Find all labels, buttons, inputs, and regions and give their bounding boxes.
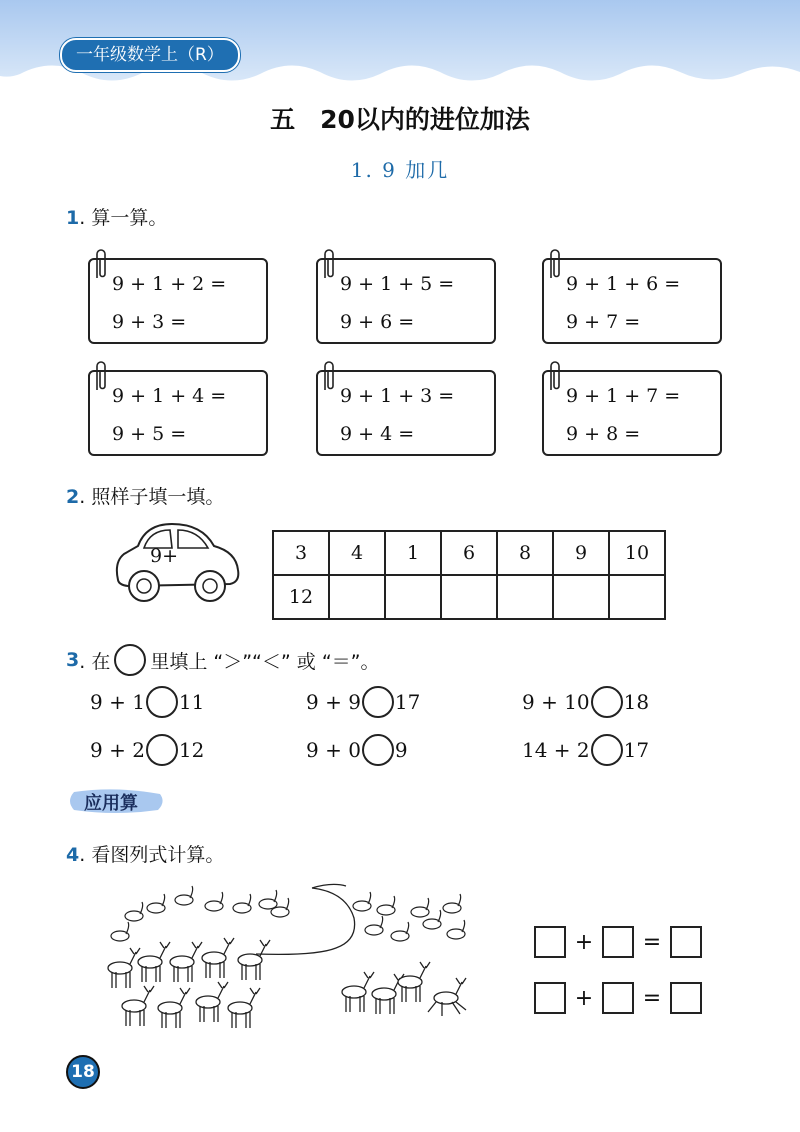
compare-left: 9 + 9	[306, 690, 361, 714]
card-line: 9 + 6 =	[340, 311, 415, 333]
question-number: 4	[66, 844, 80, 866]
paperclip-icon	[546, 248, 564, 282]
grade-badge: 一年级数学上（R）	[60, 38, 240, 72]
card-line: 9 + 8 =	[566, 423, 641, 445]
answer-box[interactable]	[534, 926, 566, 958]
answer-cell[interactable]	[385, 575, 441, 619]
car-label: 9+	[150, 545, 179, 567]
question-number: 1	[66, 207, 80, 229]
question-3-heading	[66, 644, 380, 676]
section-label: 应用算	[84, 793, 138, 814]
answer-cell[interactable]	[441, 575, 497, 619]
answer-circle[interactable]	[362, 734, 394, 766]
compare-item	[306, 686, 420, 718]
compare-right: 12	[178, 738, 205, 762]
answer-circle[interactable]	[146, 686, 178, 718]
answer-box[interactable]	[670, 926, 702, 958]
answer-cell[interactable]	[609, 575, 665, 619]
question-number: 3	[66, 649, 80, 671]
card-line: 9 + 1 + 5 =	[340, 273, 455, 295]
paperclip-icon	[546, 360, 564, 394]
answer-cell[interactable]	[497, 575, 553, 619]
question-1-heading	[66, 203, 167, 230]
table-cell: 8	[497, 531, 553, 575]
compare-left: 9 + 1	[90, 690, 145, 714]
table-cell: 12	[273, 575, 329, 619]
circle-icon	[114, 644, 146, 676]
paperclip-icon	[92, 248, 110, 282]
question-4-heading	[66, 840, 224, 867]
compare-item	[90, 734, 204, 766]
paperclip-icon	[320, 248, 338, 282]
paperclip-icon	[320, 360, 338, 394]
card-line: 9 + 1 + 6 =	[566, 273, 681, 295]
plus-sign: +	[574, 929, 594, 955]
question-text: . 在	[79, 650, 111, 673]
exercise-card	[542, 370, 722, 456]
car-illustration	[110, 518, 242, 608]
compare-right: 9	[394, 738, 408, 762]
equals-sign: =	[642, 929, 662, 955]
page-number: 18	[66, 1055, 100, 1089]
table-cell: 3	[273, 531, 329, 575]
answer-cell[interactable]	[553, 575, 609, 619]
answer-circle[interactable]	[591, 734, 623, 766]
exercise-card	[316, 258, 496, 344]
compare-left: 9 + 2	[90, 738, 145, 762]
answer-circle[interactable]	[591, 686, 623, 718]
card-line: 9 + 1 + 3 =	[340, 385, 455, 407]
plus-sign: +	[574, 985, 594, 1011]
card-line: 9 + 4 =	[340, 423, 415, 445]
question-2-heading	[66, 482, 224, 509]
fill-in-table	[272, 530, 666, 620]
card-line: 9 + 1 + 4 =	[112, 385, 227, 407]
exercise-card	[88, 370, 268, 456]
answer-box[interactable]	[602, 926, 634, 958]
answer-box[interactable]	[602, 982, 634, 1014]
question-text: 里填上 “＞”“＜” 或 “＝”。	[150, 650, 380, 673]
compare-right: 17	[394, 690, 421, 714]
compare-item	[522, 734, 649, 766]
card-line: 9 + 3 =	[112, 311, 187, 333]
equation-row	[534, 982, 702, 1014]
table-row	[273, 531, 665, 575]
card-line: 9 + 7 =	[566, 311, 641, 333]
exercise-card	[542, 258, 722, 344]
answer-circle[interactable]	[362, 686, 394, 718]
table-cell: 4	[329, 531, 385, 575]
lesson-subtitle: 1. 9 加几	[350, 158, 450, 182]
answer-cell[interactable]	[329, 575, 385, 619]
question-number: 2	[66, 486, 80, 508]
compare-right: 18	[623, 690, 650, 714]
equation-row	[534, 926, 702, 958]
compare-item	[522, 686, 649, 718]
exercise-card	[88, 258, 268, 344]
page-title: 五 20以内的进位加法	[270, 105, 530, 134]
table-cell: 9	[553, 531, 609, 575]
compare-left: 9 + 0	[306, 738, 361, 762]
compare-item	[90, 686, 204, 718]
table-row	[273, 575, 665, 619]
question-text: . 照样子填一填。	[79, 486, 225, 508]
exercise-card	[316, 370, 496, 456]
card-line: 9 + 5 =	[112, 423, 187, 445]
table-cell: 10	[609, 531, 665, 575]
table-cell: 6	[441, 531, 497, 575]
compare-left: 9 + 10	[522, 690, 590, 714]
answer-box[interactable]	[670, 982, 702, 1014]
compare-right: 17	[623, 738, 650, 762]
card-line: 9 + 1 + 2 =	[112, 273, 227, 295]
paperclip-icon	[92, 360, 110, 394]
answer-box[interactable]	[534, 982, 566, 1014]
question-text: . 看图列式计算。	[79, 844, 225, 866]
compare-item	[306, 734, 408, 766]
compare-left: 14 + 2	[522, 738, 590, 762]
geese-and-deer-illustration	[96, 878, 486, 1048]
equals-sign: =	[642, 985, 662, 1011]
table-cell: 1	[385, 531, 441, 575]
compare-right: 11	[178, 690, 205, 714]
card-line: 9 + 1 + 7 =	[566, 385, 681, 407]
question-text: . 算一算。	[79, 207, 168, 229]
answer-circle[interactable]	[146, 734, 178, 766]
